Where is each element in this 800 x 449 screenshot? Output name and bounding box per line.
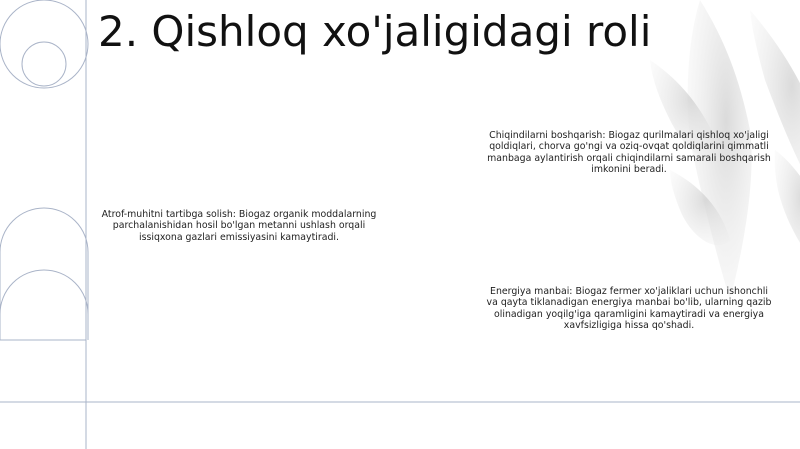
point-environment-text: Atrof-muhitni tartibga solish: Biogaz organik moddalarning parchalanishidan hosil bo'lgan metanni ushlash orqali issiqxona gazlari emissiyasini kamaytiradi. <box>101 209 377 243</box>
small-circle <box>22 42 66 86</box>
arch-upper <box>0 208 88 340</box>
point-energy-source-text: Energiya manbai: Biogaz fermer xo'jaliklari uchun ishonchli va qayta tiklanadigan energiya manbai bo'lib, ularning qazib olinadigan yoqilg'iga qaramligini kamaytiradi va energiya xavfsizligiga hissa qo'shadi. <box>486 286 772 332</box>
slide-title: 2. Qishloq xo'jaligidagi roli <box>98 7 652 56</box>
point-waste-management-text: Chiqindilarni boshqarish: Biogaz qurilmalari qishloq xo'jaligi qoldiqlari, chorva go'ngi va oziq-ovqat qoldiqlarini qimmatli manbaga aylantirish orqali chiqindilarni samarali boshqarish imkonini beradi. <box>487 130 771 176</box>
arch-lower <box>0 270 88 340</box>
large-circle <box>0 0 88 88</box>
